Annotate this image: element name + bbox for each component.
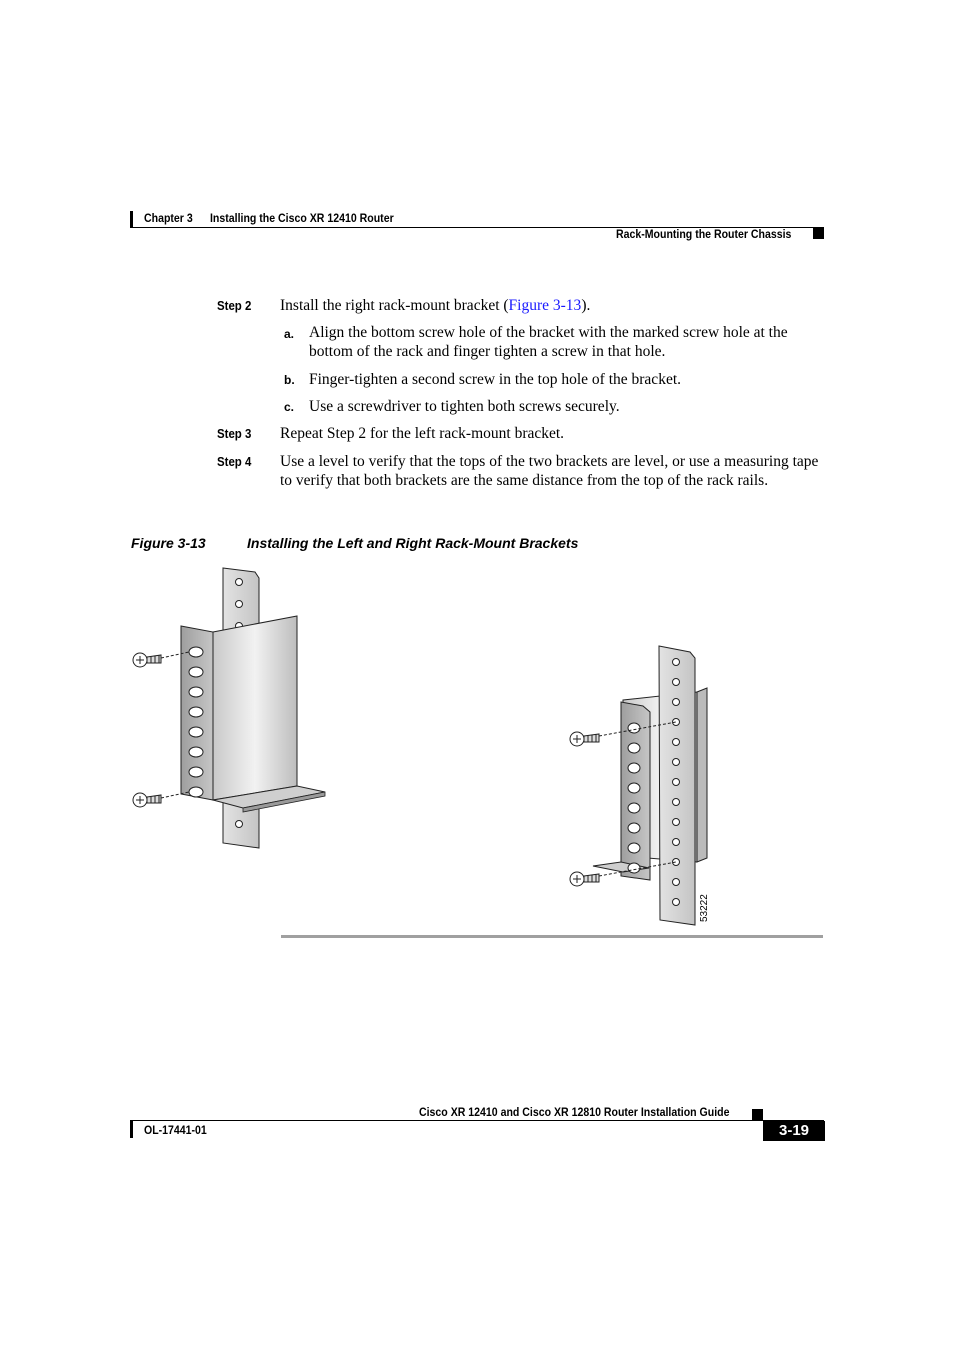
rack-bracket-diagram: [125, 560, 835, 940]
step-2-text-after: ).: [581, 297, 591, 314]
step-4-text: Use a level to verify that the tops of the two brackets are level, or use a measuring tape to verify that both brackets are the same distance from the top of the rack rails.: [280, 453, 819, 489]
substep-b-text: Finger-tighten a second screw in the top hole of the bracket.: [309, 371, 681, 388]
footer-rule: [130, 1120, 824, 1121]
header-right-marker: [813, 228, 824, 239]
step-4-label: Step 4: [217, 454, 252, 469]
step-2-text: [280, 296, 825, 315]
substep-a-text: Align the bottom screw hole of the bracket with the marked screw hole at the bottom of the rack and finger tighten a screw in that hole.: [309, 324, 788, 360]
header-section: Rack-Mounting the Router Chassis: [616, 227, 792, 241]
substep-a-label: a.: [284, 327, 295, 341]
screw-icon: [570, 872, 599, 886]
page-number: 3-19: [763, 1121, 825, 1141]
substep-b-label: b.: [284, 373, 295, 387]
step-2-label: Step 2: [217, 298, 252, 313]
screw-icon: [133, 793, 161, 807]
art-id-label: 53222: [699, 894, 710, 922]
footer-left-marker: [130, 1121, 133, 1138]
figure-bottom-rule: [281, 935, 823, 938]
screw-icon: [570, 732, 599, 746]
step-3-text: Repeat Step 2 for the left rack-mount bracket.: [280, 425, 565, 442]
header-left-marker: [130, 211, 133, 228]
footer-doc-number: OL-17441-01: [144, 1123, 207, 1137]
screw-icon: [133, 653, 161, 667]
figure-number: Figure 3-13: [131, 535, 206, 551]
figure-link[interactable]: Figure 3-13: [508, 297, 582, 314]
header-chapter: Chapter 3: [144, 211, 193, 225]
left-bracket-assembly: [133, 568, 325, 848]
header-chapter-title: Installing the Cisco XR 12410 Router: [210, 211, 394, 225]
right-bracket-assembly: [570, 646, 710, 925]
footer-right-marker: [752, 1109, 763, 1120]
figure-illustration: [125, 560, 835, 940]
step-3-label: Step 3: [217, 426, 252, 441]
substep-c-label: c.: [284, 400, 295, 414]
substep-c-text: Use a screwdriver to tighten both screws securely.: [309, 398, 620, 415]
footer-guide-title: Cisco XR 12410 and Cisco XR 12810 Router Installation Guide: [419, 1105, 730, 1119]
figure-title: Installing the Left and Right Rack-Mount Brackets: [247, 535, 579, 551]
step-2-text-before: Install the right rack-mount bracket (: [280, 297, 509, 314]
